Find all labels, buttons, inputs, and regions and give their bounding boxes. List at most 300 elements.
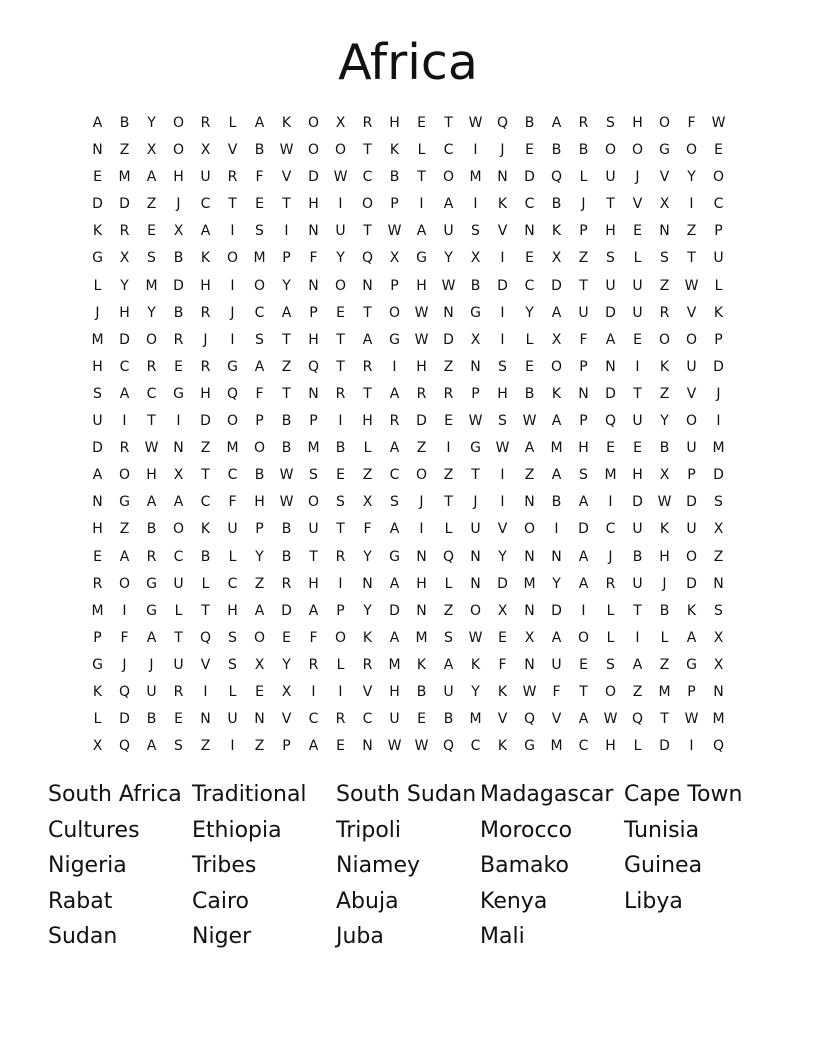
grid-letter[interactable]: N xyxy=(524,602,535,619)
grid-letter[interactable]: Z xyxy=(686,223,697,240)
grid-letter[interactable]: D xyxy=(686,494,697,511)
grid-letter[interactable]: U xyxy=(308,521,319,538)
grid-letter[interactable]: A xyxy=(416,223,427,240)
grid-letter[interactable]: B xyxy=(578,142,589,159)
grid-letter[interactable]: F xyxy=(552,683,561,700)
grid-letter[interactable]: V xyxy=(686,385,697,402)
grid-letter[interactable]: H xyxy=(632,467,643,484)
grid-letter[interactable]: O xyxy=(631,142,644,159)
grid-letter[interactable]: U xyxy=(632,521,643,538)
grid-letter[interactable]: Q xyxy=(496,115,509,131)
grid-letter[interactable]: R xyxy=(362,115,373,131)
grid-letter[interactable]: Z xyxy=(416,440,427,457)
grid-letter[interactable]: L xyxy=(714,277,723,294)
grid-letter[interactable]: J xyxy=(122,656,127,673)
grid-letter[interactable]: E xyxy=(417,115,426,131)
grid-letter[interactable]: K xyxy=(551,223,562,240)
grid-letter[interactable]: O xyxy=(307,142,320,159)
grid-letter[interactable]: C xyxy=(146,385,157,402)
grid-letter[interactable]: N xyxy=(551,548,562,565)
grid-letter[interactable]: Z xyxy=(632,683,643,700)
grid-letter[interactable]: B xyxy=(281,548,292,565)
grid-letter[interactable]: F xyxy=(255,385,264,402)
grid-letter[interactable]: O xyxy=(577,629,590,646)
grid-letter[interactable]: N xyxy=(524,494,535,511)
grid-letter[interactable]: X xyxy=(659,467,670,484)
grid-letter[interactable]: U xyxy=(335,223,346,240)
grid-letter[interactable]: R xyxy=(335,711,346,728)
grid-letter[interactable]: R xyxy=(119,223,130,240)
grid-letter[interactable]: W xyxy=(711,115,726,131)
grid-letter[interactable]: W xyxy=(522,413,537,430)
grid-letter[interactable]: I xyxy=(500,494,505,511)
grid-letter[interactable]: A xyxy=(551,467,562,484)
grid-letter[interactable]: E xyxy=(633,331,642,348)
grid-letter[interactable]: H xyxy=(389,115,400,131)
grid-letter[interactable]: Y xyxy=(336,250,345,267)
grid-letter[interactable]: D xyxy=(92,196,103,213)
grid-letter[interactable]: F xyxy=(687,115,696,131)
grid-letter[interactable]: K xyxy=(200,250,211,267)
grid-letter[interactable]: O xyxy=(172,115,185,131)
grid-letter[interactable]: G xyxy=(92,250,103,267)
grid-letter[interactable]: U xyxy=(146,683,157,700)
grid-letter[interactable]: R xyxy=(200,358,211,375)
grid-letter[interactable]: W xyxy=(279,494,294,511)
grid-letter[interactable]: U xyxy=(578,304,589,321)
grid-letter[interactable]: P xyxy=(255,413,264,430)
grid-letter[interactable]: D xyxy=(713,358,724,375)
grid-letter[interactable]: Y xyxy=(363,602,372,619)
grid-letter[interactable]: I xyxy=(203,683,208,700)
grid-letter[interactable]: H xyxy=(416,575,427,592)
grid-letter[interactable]: R xyxy=(146,358,157,375)
grid-letter[interactable]: R xyxy=(119,440,130,457)
grid-letter[interactable]: U xyxy=(389,711,400,728)
grid-letter[interactable]: J xyxy=(581,196,586,213)
grid-letter[interactable]: I xyxy=(122,602,127,619)
grid-letter[interactable]: U xyxy=(605,277,616,294)
grid-letter[interactable]: I xyxy=(473,196,478,213)
grid-letter[interactable]: M xyxy=(523,575,536,592)
grid-letter[interactable]: T xyxy=(579,683,588,700)
grid-letter[interactable]: G xyxy=(146,602,157,619)
grid-letter[interactable]: I xyxy=(419,196,424,213)
grid-letter[interactable]: Q xyxy=(118,738,131,755)
grid-letter[interactable]: O xyxy=(658,331,671,348)
grid-letter[interactable]: O xyxy=(685,331,698,348)
grid-letter[interactable]: N xyxy=(524,548,535,565)
grid-letter[interactable]: A xyxy=(578,548,589,565)
grid-letter[interactable]: T xyxy=(363,304,372,321)
grid-letter[interactable]: Y xyxy=(120,277,129,294)
grid-letter[interactable]: V xyxy=(659,169,670,186)
grid-letter[interactable]: M xyxy=(388,656,401,673)
grid-letter[interactable]: S xyxy=(93,385,102,402)
grid-letter[interactable]: Q xyxy=(523,711,536,728)
grid-letter[interactable]: H xyxy=(308,331,319,348)
grid-letter[interactable]: A xyxy=(551,629,562,646)
grid-letter[interactable]: C xyxy=(200,196,211,213)
grid-letter[interactable]: Z xyxy=(362,467,373,484)
grid-letter[interactable]: R xyxy=(335,548,346,565)
grid-letter[interactable]: C xyxy=(362,711,373,728)
grid-letter[interactable]: I xyxy=(716,413,721,430)
grid-letter[interactable]: X xyxy=(92,738,103,755)
grid-letter[interactable]: C xyxy=(524,196,535,213)
grid-letter[interactable]: R xyxy=(362,656,373,673)
grid-letter[interactable]: X xyxy=(254,656,265,673)
grid-letter[interactable]: E xyxy=(336,467,345,484)
grid-letter[interactable]: W xyxy=(684,277,699,294)
grid-letter[interactable]: S xyxy=(444,629,453,646)
grid-letter[interactable]: B xyxy=(146,711,157,728)
grid-letter[interactable]: W xyxy=(387,223,402,240)
grid-letter[interactable]: P xyxy=(282,738,291,755)
grid-letter[interactable]: I xyxy=(554,521,559,538)
grid-letter[interactable]: O xyxy=(226,413,239,430)
grid-letter[interactable]: A xyxy=(146,629,157,646)
grid-letter[interactable]: E xyxy=(417,711,426,728)
grid-letter[interactable]: P xyxy=(714,331,723,348)
grid-letter[interactable]: A xyxy=(119,385,130,402)
grid-letter[interactable]: N xyxy=(578,385,589,402)
grid-letter[interactable]: L xyxy=(201,575,210,592)
grid-letter[interactable]: A xyxy=(578,575,589,592)
grid-letter[interactable]: A xyxy=(389,575,400,592)
grid-letter[interactable]: N xyxy=(173,440,184,457)
grid-letter[interactable]: M xyxy=(145,277,158,294)
grid-letter[interactable]: X xyxy=(551,331,562,348)
grid-letter[interactable]: N xyxy=(524,223,535,240)
grid-letter[interactable]: T xyxy=(201,602,210,619)
grid-letter[interactable]: J xyxy=(500,142,505,159)
grid-letter[interactable]: W xyxy=(387,738,402,755)
grid-letter[interactable]: N xyxy=(92,494,103,511)
grid-letter[interactable]: E xyxy=(444,413,453,430)
grid-letter[interactable]: N xyxy=(470,548,481,565)
grid-letter[interactable]: Q xyxy=(361,250,374,267)
grid-letter[interactable]: U xyxy=(92,413,103,430)
grid-letter[interactable]: X xyxy=(470,331,481,348)
grid-letter[interactable]: Q xyxy=(631,711,644,728)
grid-letter[interactable]: A xyxy=(551,304,562,321)
grid-letter[interactable]: H xyxy=(92,358,103,375)
grid-letter[interactable]: T xyxy=(147,413,156,430)
grid-letter[interactable]: H xyxy=(254,494,265,511)
grid-letter[interactable]: I xyxy=(230,223,235,240)
grid-letter[interactable]: O xyxy=(307,494,320,511)
grid-letter[interactable]: U xyxy=(632,413,643,430)
grid-letter[interactable]: V xyxy=(632,196,643,213)
grid-letter[interactable]: M xyxy=(253,250,266,267)
grid-letter[interactable]: A xyxy=(389,385,400,402)
grid-letter[interactable]: V xyxy=(497,521,508,538)
grid-letter[interactable]: D xyxy=(389,602,400,619)
grid-letter[interactable]: Z xyxy=(443,467,454,484)
grid-letter[interactable]: P xyxy=(390,196,399,213)
grid-letter[interactable]: M xyxy=(469,169,482,186)
grid-letter[interactable]: N xyxy=(308,277,319,294)
grid-letter[interactable]: E xyxy=(336,738,345,755)
grid-letter[interactable]: F xyxy=(498,656,507,673)
grid-letter[interactable]: K xyxy=(497,683,508,700)
grid-letter[interactable]: T xyxy=(579,277,588,294)
grid-letter[interactable]: A xyxy=(92,467,103,484)
grid-letter[interactable]: W xyxy=(414,331,429,348)
grid-letter[interactable]: S xyxy=(498,358,507,375)
grid-letter[interactable]: B xyxy=(524,115,535,131)
grid-letter[interactable]: L xyxy=(363,440,372,457)
grid-letter[interactable]: V xyxy=(551,711,562,728)
grid-letter[interactable]: H xyxy=(632,115,643,131)
grid-letter[interactable]: Q xyxy=(307,358,320,375)
grid-letter[interactable]: T xyxy=(471,467,480,484)
grid-letter[interactable]: U xyxy=(632,575,643,592)
grid-letter[interactable]: W xyxy=(684,711,699,728)
grid-letter[interactable]: E xyxy=(174,358,183,375)
grid-letter[interactable]: I xyxy=(500,304,505,321)
grid-letter[interactable]: X xyxy=(281,683,292,700)
grid-letter[interactable]: D xyxy=(281,602,292,619)
grid-letter[interactable]: R xyxy=(173,331,184,348)
grid-letter[interactable]: D xyxy=(632,494,643,511)
grid-letter[interactable]: D xyxy=(119,331,130,348)
grid-letter[interactable]: R xyxy=(659,304,670,321)
grid-letter[interactable]: D xyxy=(686,575,697,592)
grid-letter[interactable]: S xyxy=(498,413,507,430)
grid-letter[interactable]: A xyxy=(389,521,400,538)
grid-letter[interactable]: Z xyxy=(578,250,589,267)
grid-letter[interactable]: H xyxy=(308,575,319,592)
grid-letter[interactable]: O xyxy=(118,575,131,592)
grid-letter[interactable]: O xyxy=(604,142,617,159)
grid-letter[interactable]: Z xyxy=(443,602,454,619)
grid-letter[interactable]: Z xyxy=(254,575,265,592)
grid-letter[interactable]: L xyxy=(336,656,345,673)
grid-letter[interactable]: L xyxy=(633,250,642,267)
grid-letter[interactable]: M xyxy=(118,169,131,186)
grid-letter[interactable]: W xyxy=(468,629,483,646)
grid-letter[interactable]: V xyxy=(497,711,508,728)
grid-letter[interactable]: S xyxy=(336,494,345,511)
grid-letter[interactable]: E xyxy=(633,440,642,457)
grid-letter[interactable]: Y xyxy=(147,304,156,321)
grid-letter[interactable]: U xyxy=(200,169,211,186)
grid-letter[interactable]: Z xyxy=(659,277,670,294)
grid-letter[interactable]: U xyxy=(173,575,184,592)
grid-letter[interactable]: I xyxy=(338,575,343,592)
grid-letter[interactable]: M xyxy=(550,440,563,457)
grid-letter[interactable]: X xyxy=(713,656,724,673)
grid-letter[interactable]: D xyxy=(308,169,319,186)
grid-letter[interactable]: H xyxy=(362,413,373,430)
grid-letter[interactable]: Z xyxy=(659,385,670,402)
grid-letter[interactable]: M xyxy=(712,711,725,728)
grid-letter[interactable]: R xyxy=(416,385,427,402)
grid-letter[interactable]: A xyxy=(389,440,400,457)
grid-letter[interactable]: A xyxy=(524,440,535,457)
grid-letter[interactable]: G xyxy=(146,575,157,592)
grid-letter[interactable]: C xyxy=(200,494,211,511)
grid-letter[interactable]: L xyxy=(525,331,534,348)
grid-letter[interactable]: R xyxy=(335,385,346,402)
grid-letter[interactable]: A xyxy=(173,494,184,511)
grid-letter[interactable]: M xyxy=(307,440,320,457)
grid-letter[interactable]: P xyxy=(579,358,588,375)
grid-letter[interactable]: O xyxy=(658,115,671,131)
grid-letter[interactable]: U xyxy=(605,169,616,186)
grid-letter[interactable]: N xyxy=(308,223,319,240)
grid-letter[interactable]: B xyxy=(254,142,265,159)
grid-letter[interactable]: L xyxy=(606,602,615,619)
grid-letter[interactable]: K xyxy=(551,385,562,402)
grid-letter[interactable]: I xyxy=(635,358,640,375)
grid-letter[interactable]: A xyxy=(254,602,265,619)
grid-letter[interactable]: B xyxy=(335,440,346,457)
grid-letter[interactable]: E xyxy=(282,629,291,646)
grid-letter[interactable]: F xyxy=(309,629,318,646)
grid-letter[interactable]: A xyxy=(551,413,562,430)
grid-letter[interactable]: U xyxy=(632,277,643,294)
grid-letter[interactable]: D xyxy=(200,413,211,430)
grid-letter[interactable]: A xyxy=(578,494,589,511)
grid-letter[interactable]: A xyxy=(254,115,265,131)
grid-letter[interactable]: T xyxy=(444,494,453,511)
grid-letter[interactable]: T xyxy=(336,331,345,348)
grid-letter[interactable]: I xyxy=(338,683,343,700)
grid-letter[interactable]: A xyxy=(443,656,454,673)
grid-letter[interactable]: K xyxy=(497,738,508,755)
grid-letter[interactable]: S xyxy=(390,494,399,511)
grid-letter[interactable]: T xyxy=(606,196,615,213)
grid-letter[interactable]: B xyxy=(659,602,670,619)
grid-letter[interactable]: H xyxy=(605,738,616,755)
grid-letter[interactable]: S xyxy=(174,738,183,755)
grid-letter[interactable]: V xyxy=(227,142,238,159)
grid-letter[interactable]: L xyxy=(444,575,453,592)
grid-letter[interactable]: G xyxy=(119,494,130,511)
grid-letter[interactable]: I xyxy=(689,738,694,755)
grid-letter[interactable]: A xyxy=(119,548,130,565)
grid-letter[interactable]: U xyxy=(686,521,697,538)
grid-letter[interactable]: B xyxy=(281,440,292,457)
grid-letter[interactable]: E xyxy=(714,142,723,159)
grid-letter[interactable]: O xyxy=(118,467,131,484)
grid-letter[interactable]: M xyxy=(550,738,563,755)
grid-letter[interactable]: I xyxy=(500,331,505,348)
grid-letter[interactable]: B xyxy=(254,467,265,484)
grid-letter[interactable]: L xyxy=(228,115,237,131)
grid-letter[interactable]: A xyxy=(308,602,319,619)
grid-letter[interactable]: M xyxy=(712,440,725,457)
grid-letter[interactable]: O xyxy=(604,683,617,700)
grid-letter[interactable]: C xyxy=(470,738,481,755)
grid-letter[interactable]: K xyxy=(497,196,508,213)
grid-letter[interactable]: C xyxy=(227,467,238,484)
grid-letter[interactable]: J xyxy=(608,548,613,565)
grid-letter[interactable]: X xyxy=(200,142,211,159)
grid-letter[interactable]: S xyxy=(147,250,156,267)
grid-letter[interactable]: H xyxy=(416,277,427,294)
grid-letter[interactable]: T xyxy=(660,711,669,728)
grid-letter[interactable]: C xyxy=(524,277,535,294)
grid-letter[interactable]: B xyxy=(200,548,211,565)
grid-letter[interactable]: I xyxy=(635,629,640,646)
grid-letter[interactable]: X xyxy=(173,223,184,240)
grid-letter[interactable]: M xyxy=(469,711,482,728)
grid-letter[interactable]: H xyxy=(308,196,319,213)
grid-letter[interactable]: A xyxy=(632,656,643,673)
grid-letter[interactable]: S xyxy=(255,331,264,348)
grid-letter[interactable]: I xyxy=(284,223,289,240)
grid-letter[interactable]: I xyxy=(122,413,127,430)
grid-letter[interactable]: L xyxy=(93,277,102,294)
grid-letter[interactable]: I xyxy=(230,277,235,294)
grid-letter[interactable]: U xyxy=(227,711,238,728)
grid-letter[interactable]: X xyxy=(389,250,400,267)
grid-letter[interactable]: W xyxy=(279,467,294,484)
grid-letter[interactable]: A xyxy=(254,358,265,375)
grid-letter[interactable]: H xyxy=(200,277,211,294)
grid-letter[interactable]: Y xyxy=(282,656,291,673)
grid-letter[interactable]: J xyxy=(203,331,208,348)
grid-letter[interactable]: X xyxy=(713,629,724,646)
grid-letter[interactable]: Z xyxy=(119,521,130,538)
grid-letter[interactable]: L xyxy=(228,548,237,565)
grid-letter[interactable]: O xyxy=(685,548,698,565)
grid-letter[interactable]: B xyxy=(389,169,400,186)
grid-letter[interactable]: R xyxy=(200,115,211,131)
grid-letter[interactable]: T xyxy=(363,223,372,240)
grid-letter[interactable]: O xyxy=(550,358,563,375)
grid-letter[interactable]: H xyxy=(578,440,589,457)
grid-letter[interactable]: S xyxy=(660,250,669,267)
grid-letter[interactable]: T xyxy=(174,629,183,646)
grid-letter[interactable]: W xyxy=(495,440,510,457)
grid-letter[interactable]: N xyxy=(659,223,670,240)
grid-letter[interactable]: C xyxy=(605,521,616,538)
grid-letter[interactable]: M xyxy=(226,440,239,457)
grid-letter[interactable]: W xyxy=(414,738,429,755)
grid-letter[interactable]: F xyxy=(228,494,237,511)
grid-letter[interactable]: O xyxy=(685,142,698,159)
grid-letter[interactable]: X xyxy=(551,250,562,267)
grid-letter[interactable]: I xyxy=(689,196,694,213)
grid-letter[interactable]: S xyxy=(228,656,237,673)
grid-letter[interactable]: S xyxy=(471,223,480,240)
grid-letter[interactable]: O xyxy=(253,629,266,646)
grid-letter[interactable]: T xyxy=(444,115,453,131)
grid-letter[interactable]: A xyxy=(146,169,157,186)
grid-letter[interactable]: E xyxy=(147,223,156,240)
grid-letter[interactable]: U xyxy=(713,250,724,267)
grid-letter[interactable]: B xyxy=(470,277,481,294)
grid-letter[interactable]: Q xyxy=(550,169,563,186)
grid-letter[interactable]: O xyxy=(442,169,455,186)
grid-letter[interactable]: N xyxy=(605,358,616,375)
grid-letter[interactable]: I xyxy=(500,467,505,484)
grid-letter[interactable]: M xyxy=(604,467,617,484)
grid-letter[interactable]: Y xyxy=(660,413,669,430)
grid-letter[interactable]: H xyxy=(92,521,103,538)
grid-letter[interactable]: P xyxy=(309,413,318,430)
grid-letter[interactable]: T xyxy=(282,385,291,402)
grid-letter[interactable]: Y xyxy=(687,169,696,186)
grid-letter[interactable]: R xyxy=(227,169,238,186)
grid-letter[interactable]: O xyxy=(307,115,320,131)
grid-letter[interactable]: Z xyxy=(281,358,292,375)
